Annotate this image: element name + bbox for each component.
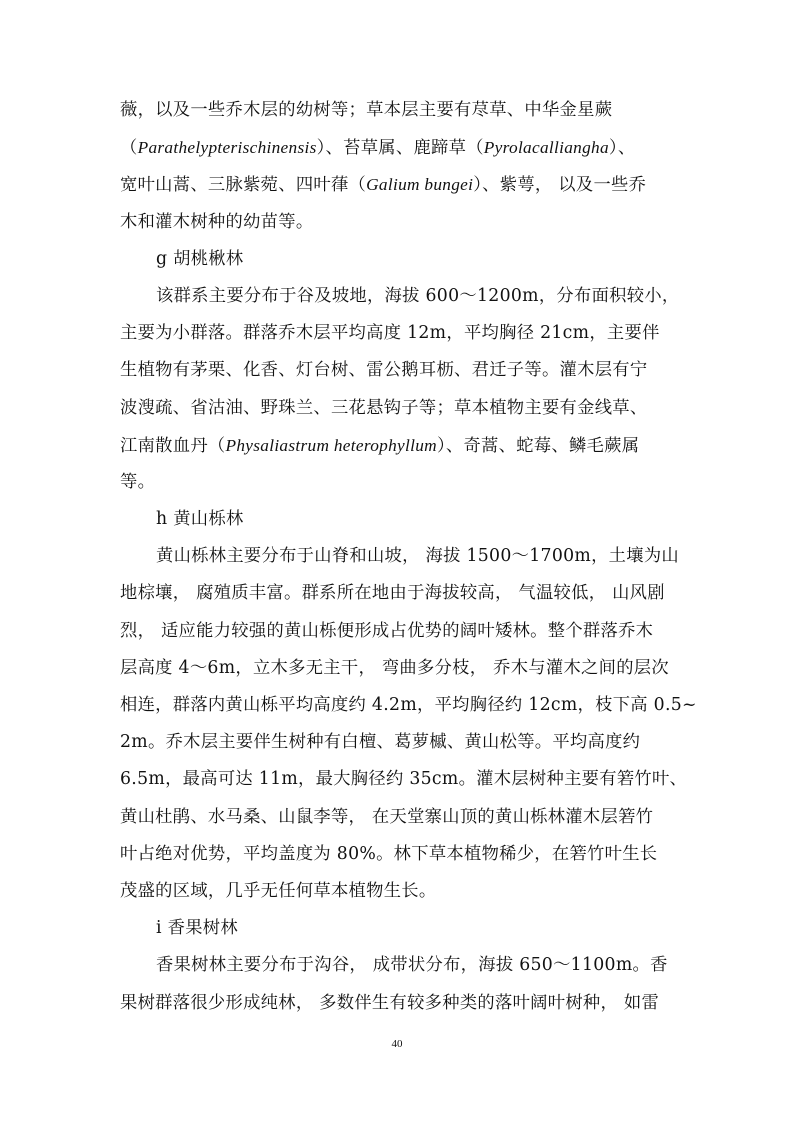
text-line: 等。 [120, 471, 156, 492]
text-line: 香果树林主要分布于沟谷， 成带状分布，海拔 650～1100m。香 [156, 955, 668, 976]
latin-name: Physaliastrum heterophyllum [225, 435, 437, 455]
text-line: 黄山杜鹃、水马桑、山鼠李等， 在天堂寨山顶的黄山栎林灌木层箬竹 [120, 806, 654, 827]
text-line: 叶占绝对优势，平均盖度为 80%。林下草本植物稀少，在箬竹叶生长 [120, 843, 658, 864]
page-number: 40 [391, 1038, 403, 1050]
latin-name: Parathelypterischinensis [137, 138, 317, 158]
text-line: 茂盛的区域，几乎无任何草本植物生长。 [120, 880, 437, 901]
text-segment: ）、苔草属、鹿蹄草（ [316, 138, 484, 159]
text-line: 波溲疏、省沽油、野珠兰、三花悬钩子等；草本植物主要有金线草、 [120, 397, 648, 418]
body-text [120, 92, 697, 1022]
text-line [120, 166, 680, 203]
text-line: 该群系主要分布于谷及坡地，海拔 600～1200m，分布面积较小， [156, 285, 680, 306]
text-line: 层高度 4～6m，立木多无主干， 弯曲多分枝， 乔木与灌木之间的层次 [120, 657, 669, 678]
text-segment: ）、奇蒿、蛇莓、鳞毛蕨属 [436, 435, 640, 456]
text-line: 果树群落很少形成纯林， 多数伴生有较多种类的落叶阔叶树种， 如雷 [120, 992, 660, 1013]
text-line: 烈， 适应能力较强的黄山栎便形成占优势的阔叶矮林。整个群落乔木 [120, 620, 654, 641]
text-line [120, 427, 680, 464]
text-segment: ）、 [608, 138, 636, 159]
text-segment: 宽叶山蒿、三脉紫菀、四叶葎（ [120, 175, 367, 196]
text-line: 地棕壤， 腐殖质丰富。群系所在地由于海拔较高， 气温较低， 山风剧 [120, 583, 665, 604]
text-line: 薇，以及一些乔木层的幼树等；草本层主要有荩草、中华金星蕨 [120, 100, 613, 120]
text-segment: （ [120, 138, 138, 159]
section-heading: i 香果树林 [156, 918, 238, 939]
text-line: 生植物有茅栗、化香、灯台树、雷公鹅耳枥、君迁子等。灌木层有宁 [120, 360, 648, 381]
latin-name: Pyrolacalliangha [483, 138, 609, 158]
text-segment: 江南散血丹（ [120, 435, 226, 456]
text-line: 2m。乔木层主要伴生树种有白檀、葛萝槭、黄山松等。平均高度约 [120, 732, 641, 753]
text-segment: ）、紫萼， 以及一些乔 [473, 175, 647, 196]
section-heading: g 胡桃楸林 [156, 248, 244, 269]
text-line: 主要为小群落。群落乔木层平均高度 12m，平均胸径 21cm，主要伴 [120, 323, 660, 344]
text-line: 6.5m，最高可达 11m，最大胸径约 35cm。灌木层树种主要有箬竹叶、 [120, 769, 688, 790]
latin-name: Galium bungei [366, 175, 474, 195]
text-line: 相连，群落内黄山栎平均高度约 4.2m，平均胸径约 12cm，枝下高 0.5~ [120, 695, 697, 715]
text-line [120, 129, 680, 166]
text-line: 木和灌木树种的幼苗等。 [120, 211, 314, 232]
text-line: 黄山栎林主要分布于山脊和山坡， 海拔 1500～1700m，土壤为山 [156, 546, 680, 567]
section-heading: h 黄山栎林 [156, 509, 244, 530]
